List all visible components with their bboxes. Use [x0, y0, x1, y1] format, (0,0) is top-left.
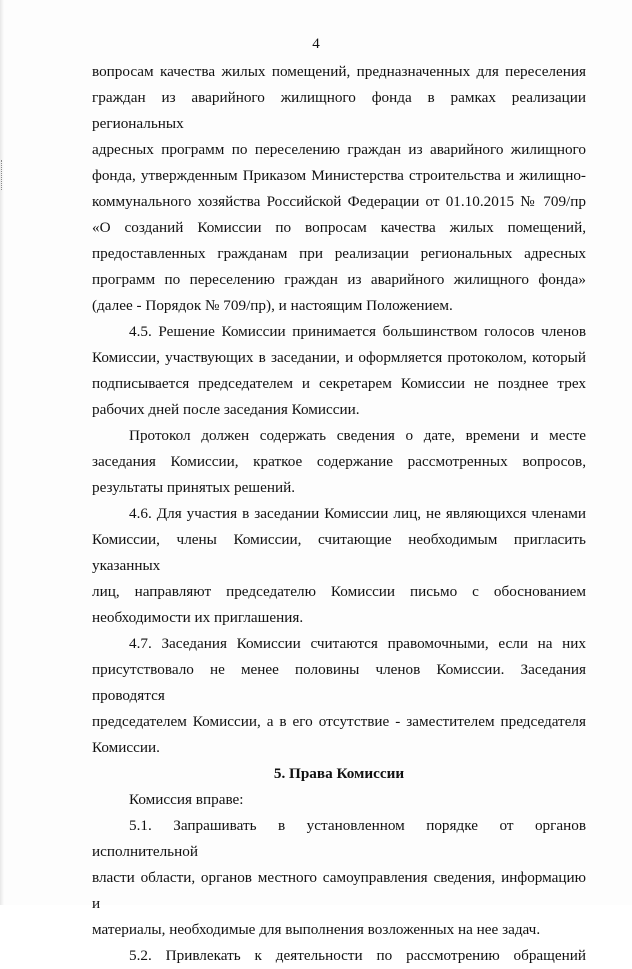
page-number: 4	[312, 36, 320, 52]
paragraph-4-6-line: 4.6. Для участия в заседании Комиссии лиц, не являющихся членами	[129, 505, 586, 522]
text-line: председателем Комиссии, а в его отсутствие - заместителем председателя	[92, 713, 586, 730]
text-line: Комиссии, члены Комиссии, считающие необходимым пригласить указанных	[92, 531, 586, 574]
text-line: программ по переселению граждан из аварийного жилищного фонда»	[92, 271, 586, 288]
text-line: граждан из аварийного жилищного фонда в рамках реализации региональных	[92, 89, 586, 132]
section-heading: 5. Права Комиссии	[273, 765, 405, 782]
text-line: адресных программ по переселению граждан из аварийного жилищного	[92, 141, 586, 158]
text-line: фонда, утвержденным Приказом Министерства строительства и жилищно-	[92, 167, 586, 184]
paragraph-5-2-line: 5.2. Привлекать к деятельности по рассмотрению обращений	[129, 947, 586, 964]
document-body	[92, 59, 586, 969]
text-line: коммунального хозяйства Российской Федерации от 01.10.2015 № 709/пр	[92, 193, 586, 210]
text-line: заседания Комиссии, краткое содержание рассмотренных вопросов,	[92, 453, 586, 470]
text-line: Комиссия вправе:	[129, 791, 244, 808]
text-line: власти области, органов местного самоуправления сведения, информацию и	[92, 869, 586, 912]
text-line: (далее - Порядок № 709/пр), и настоящим Положением.	[92, 297, 453, 314]
scan-edge	[0, 0, 4, 905]
text-line: «О созданий Комиссии по вопросам качества жилых помещений,	[92, 219, 586, 236]
text-line: вопросам качества жилых помещений, предназначенных для переселения	[92, 63, 586, 80]
paragraph-5-1-line: 5.1. Запрашивать в установленном порядке от органов исполнительной	[92, 817, 586, 860]
text-line: материалы, необходимые для выполнения возложенных на нее задач.	[92, 921, 541, 938]
margin-mark	[1, 160, 4, 190]
text-line: необходимости их приглашения.	[92, 609, 304, 626]
text-line: лиц, направляют председателю Комиссии письмо с обоснованием	[92, 583, 586, 600]
text-line: Комиссии, участвующих в заседании, и оформляется протоколом, который	[92, 349, 586, 366]
text-line: рабочих дней после заседания Комиссии.	[92, 401, 360, 418]
paragraph-4-7-line: 4.7. Заседания Комиссии считаются правомочными, если на них	[129, 635, 586, 652]
text-line: Комиссии.	[92, 739, 160, 756]
protocol-paragraph-line: Протокол должен содержать сведения о дате, времени и месте	[129, 427, 586, 444]
text-line: присутствовало не менее половины членов Комиссии. Заседания проводятся	[92, 661, 586, 704]
text-line: предоставленных гражданам при реализации региональных адресных	[92, 245, 586, 262]
text-line: результаты принятых решений.	[92, 479, 296, 496]
paragraph-4-5-line: 4.5. Решение Комиссии принимается большинством голосов членов	[129, 323, 586, 340]
text-line: подписывается председателем и секретарем Комиссии не позднее трех	[92, 375, 586, 392]
